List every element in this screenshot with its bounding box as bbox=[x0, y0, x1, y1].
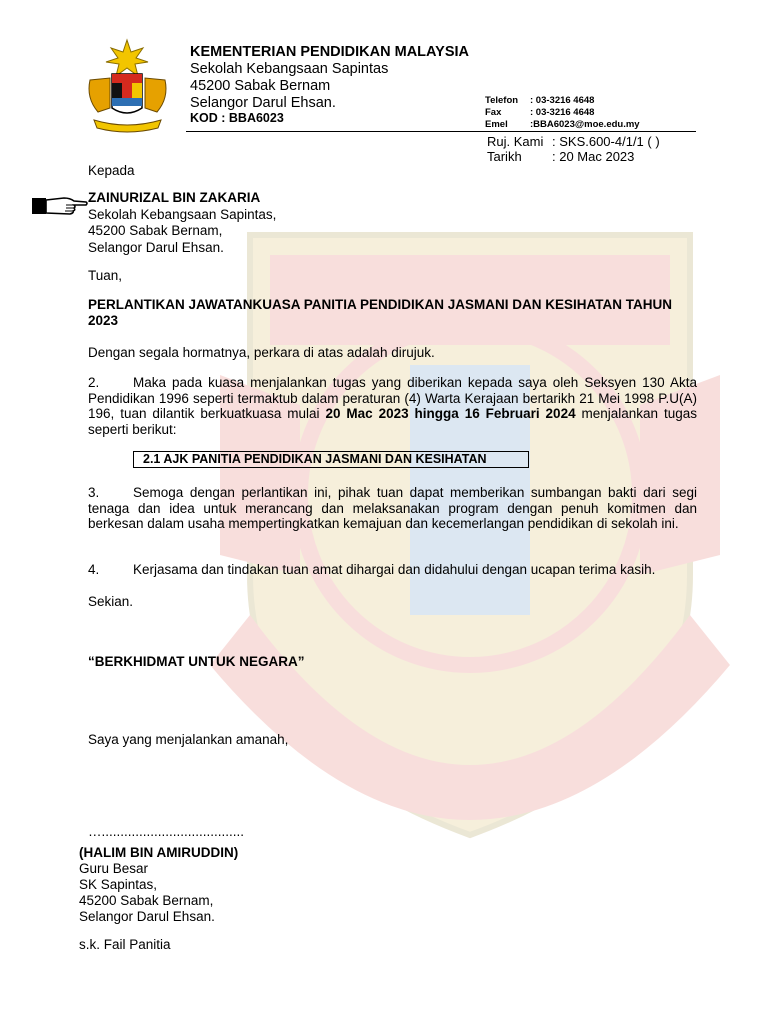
signatory-address-line: Selangor Darul Ehsan. bbox=[79, 909, 215, 924]
closing: Sekian. bbox=[88, 594, 134, 609]
letter-date: Tarikh : 20 Mac 2023 bbox=[487, 149, 635, 164]
signature-line: …...................................... bbox=[88, 824, 245, 839]
appointment-period: 20 Mac 2023 hingga 16 Februari 2024 bbox=[325, 406, 576, 421]
recipient-name: ZAINURIZAL BIN ZAKARIA bbox=[88, 190, 261, 205]
recipient-address-line: 45200 Sabak Bernam, bbox=[88, 223, 223, 238]
signatory-name: (HALIM BIN AMIRUDDIN) bbox=[79, 845, 239, 860]
school-name: Sekolah Kebangsaan Sapintas bbox=[190, 61, 389, 77]
duty-box: 2.1 AJK PANITIA PENDIDIKAN JASMANI DAN KESIHATAN bbox=[133, 451, 529, 468]
recipient-block bbox=[88, 190, 276, 256]
contact-block bbox=[485, 95, 640, 131]
contact-fax: Fax : 03-3216 4648 bbox=[485, 107, 595, 118]
signatory-address-line: SK Sapintas, bbox=[79, 877, 158, 892]
greeting: Tuan, bbox=[88, 268, 123, 283]
signatory-title: Guru Besar bbox=[79, 861, 149, 876]
letter-subject: PERLANTIKAN JAWATANKUASA PANITIA PENDIDIKAN JASMANI DAN KESIHATAN TAHUN 2023 bbox=[88, 297, 673, 328]
contact-phone: Telefon : 03-3216 4648 bbox=[485, 95, 595, 106]
coat-of-arms-icon bbox=[80, 38, 175, 133]
contact-email: Emel :BBA6023@moe.edu.my bbox=[485, 119, 640, 130]
recipient-label: Kepada bbox=[88, 163, 135, 178]
signatory-address-line: 45200 Sabak Bernam, bbox=[79, 893, 214, 908]
paragraph-4: 4. Kerjasama dan tindakan tuan amat dihargai dan didahului dengan ucapan terima kasih. bbox=[88, 562, 656, 577]
header-divider bbox=[186, 131, 696, 132]
recipient-address-line: Sekolah Kebangsaan Sapintas, bbox=[88, 206, 277, 222]
school-postcode: 45200 Sabak Bernam bbox=[190, 78, 331, 94]
recipient-address-line: Selangor Darul Ehsan. bbox=[88, 239, 224, 255]
paragraph-1: Dengan segala hormatnya, perkara di atas adalah dirujuk. bbox=[88, 345, 435, 360]
reference-number: Ruj. Kami : SKS.600-4/1/1 ( ) bbox=[487, 134, 660, 149]
reference-block bbox=[487, 134, 660, 164]
paragraph-3: 3. Semoga dengan perlantikan ini, pihak tuan dapat memberikan sumbangan bakti dari segi tenaga dan idea untuk merancang dan melaksanakan program dengan penuh komitmen dan berkesan dalam usaha mempertingkatkan kemajuan dan kecemerlangan pendidikan di sekolah ini. bbox=[88, 485, 697, 531]
ministry-name: KEMENTERIAN PENDIDIKAN MALAYSIA bbox=[190, 44, 470, 60]
motto: “BERKHIDMAT UNTUK NEGARA” bbox=[88, 654, 305, 669]
school-state: Selangor Darul Ehsan. bbox=[190, 95, 336, 111]
school-code: KOD : BBA6023 bbox=[190, 111, 284, 125]
trust-line: Saya yang menjalankan amanah, bbox=[88, 732, 289, 747]
signature-block bbox=[79, 845, 238, 925]
paragraph-2: 2. Maka pada kuasa menjalankan tugas yang diberikan kepada saya oleh Seksyen 130 Akta Pendidikan 1996 seperti termaktub dalam peraturan (4) Warta Kerajaan bertarikh 21 Mei 1998 P.U(A) 196, tuan dilantik berkuatkuasa mulai 20 Mac 2023 hingga 16 Februari 2024 menjalankan tugas seperti berikut: bbox=[88, 375, 698, 437]
pointing-hand-icon bbox=[30, 195, 88, 217]
carbon-copy: s.k. Fail Panitia bbox=[79, 937, 171, 952]
